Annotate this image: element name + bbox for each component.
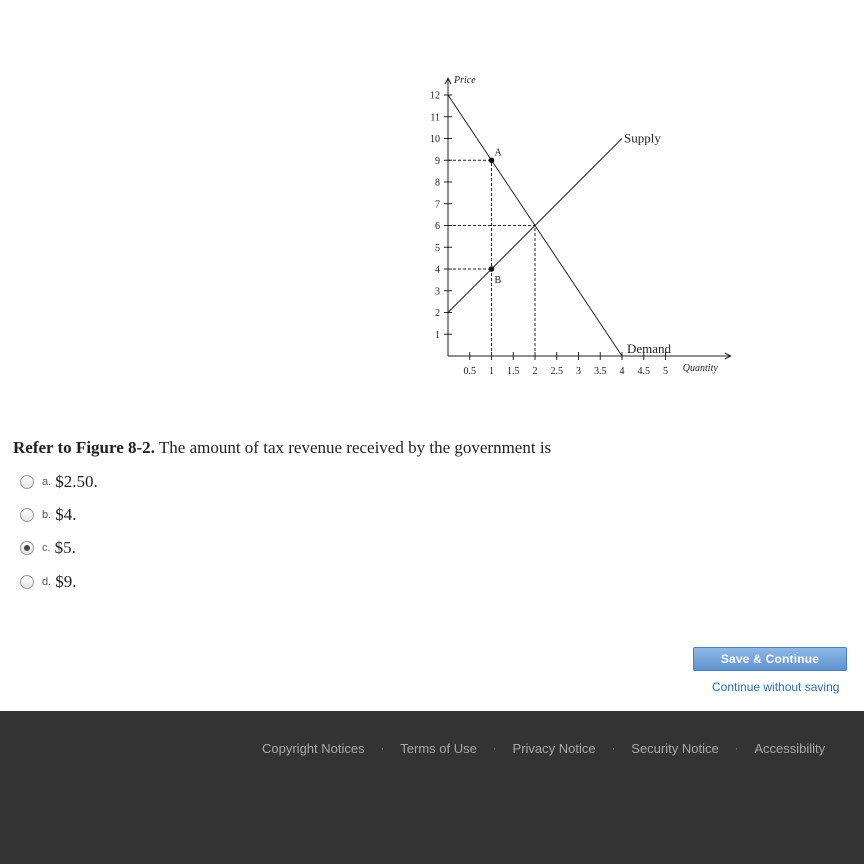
point-label-b: B	[494, 275, 502, 286]
y-tick-label: 3	[435, 286, 440, 298]
x-tick-label: 5	[663, 366, 668, 377]
option-d[interactable]	[18, 570, 76, 594]
question-body: The amount of tax revenue received by the government is	[158, 438, 552, 457]
footer	[0, 711, 864, 864]
footer-link-security[interactable]: Security Notice	[631, 741, 719, 756]
question-prefix: Refer to Figure 8-2.	[13, 438, 155, 457]
point-b	[489, 266, 495, 272]
footer-link-accessibility[interactable]: Accessibility	[754, 741, 826, 756]
radio-option-b[interactable]	[20, 508, 34, 522]
x-tick-label: 3.5	[594, 366, 607, 377]
option-a[interactable]	[18, 470, 98, 494]
option-b[interactable]	[18, 503, 76, 527]
y-tick-label: 1	[435, 329, 440, 341]
option-letter: a.	[42, 476, 52, 488]
option-letter: b.	[42, 509, 52, 521]
chart-guides	[448, 160, 535, 356]
footer-separator: ·	[492, 742, 497, 755]
y-tick-label: 5	[435, 242, 440, 254]
point-label-a: A	[494, 147, 502, 159]
y-axis-title: Price	[454, 75, 476, 87]
x-tick-label: 0.5	[463, 366, 476, 377]
y-tick-label: 2	[435, 308, 440, 319]
x-tick-label: 2.5	[550, 366, 563, 377]
continue-without-saving-link[interactable]: Continue without saving	[712, 680, 840, 694]
point-a	[489, 157, 495, 163]
x-tick-label: 1.5	[507, 366, 520, 377]
supply-demand-chart	[410, 60, 750, 390]
save-continue-button[interactable]: Save & Continue	[693, 647, 847, 671]
option-letter: c.	[42, 542, 51, 554]
series-label-supply: Supply	[624, 130, 661, 146]
x-tick-label: 3	[576, 366, 581, 377]
y-tick-label: 4	[435, 264, 440, 276]
y-tick-label: 9	[435, 155, 440, 167]
x-tick-label: 4.5	[637, 366, 650, 377]
footer-link-terms[interactable]: Terms of Use	[400, 741, 477, 756]
radio-option-a[interactable]	[20, 475, 34, 489]
x-tick-label: 1	[489, 366, 494, 377]
chart-axes	[444, 78, 731, 360]
chart-labels	[430, 75, 718, 377]
y-tick-label: 10	[430, 134, 440, 145]
footer-separator: ·	[611, 742, 616, 755]
footer-link-copyright[interactable]: Copyright Notices	[262, 741, 365, 756]
option-text: $2.50.	[55, 472, 98, 491]
question-text	[13, 438, 551, 458]
radio-option-c[interactable]	[20, 541, 34, 555]
footer-link-privacy[interactable]: Privacy Notice	[512, 741, 596, 756]
option-c[interactable]	[18, 536, 76, 560]
y-tick-label: 12	[430, 90, 440, 102]
y-tick-label: 6	[435, 221, 440, 232]
x-tick-label: 2	[532, 366, 538, 377]
radio-option-d[interactable]	[20, 575, 34, 589]
y-tick-label: 11	[430, 112, 440, 124]
option-text: $5.	[54, 538, 76, 557]
option-letter: d.	[42, 576, 52, 588]
y-tick-label: 7	[435, 199, 440, 211]
series-label-demand: Demand	[627, 341, 672, 356]
footer-separator: ·	[734, 742, 739, 755]
option-text: $9.	[55, 572, 77, 591]
y-tick-label: 8	[435, 177, 440, 189]
x-tick-label: 4	[619, 366, 625, 377]
footer-links	[262, 741, 825, 756]
footer-separator: ·	[380, 742, 385, 755]
option-text: $4.	[55, 505, 77, 524]
x-axis-title: Quantity	[682, 363, 718, 374]
